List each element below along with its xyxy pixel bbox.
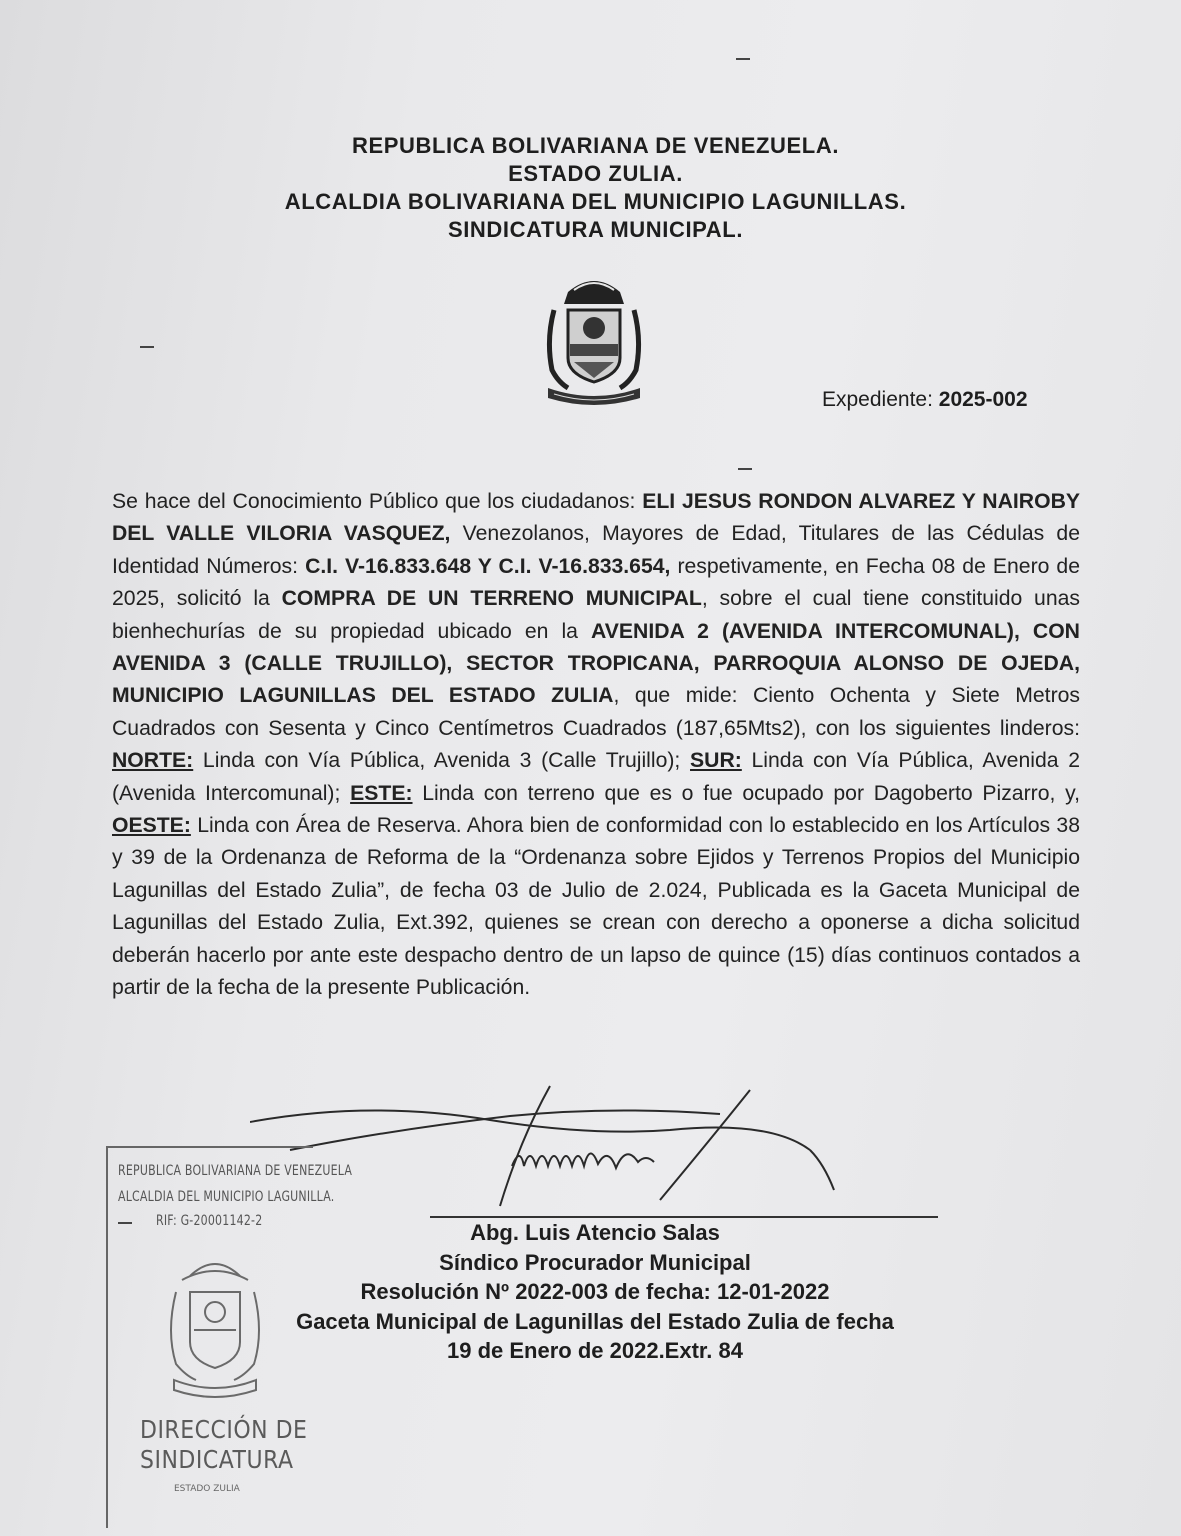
header-republic: REPUBLICA BOLIVARIANA DE VENEZUELA. (351, 133, 840, 158)
body-text-2: Venezolanos, Mayores de Edad, Titulares de las Cédulas de Identidad Números: (112, 522, 1080, 578)
signer-gaceta: Gaceta Municipal de Lagunillas del Estado Zulia de fecha (296, 1308, 894, 1334)
boundary-south-label: SUR: (690, 749, 742, 773)
property-location: AVENIDA 2 (AVENIDA INTERCOMUNAL), CON AVENIDA 3 (CALLE TRUJILLO), SECTOR TROPICANA, PARROQUIA ALONSO DE OJEDA, MUNICIPIO LAGUNILLAS DEL ESTADO ZULIA (112, 619, 1080, 708)
boundary-west-label: OESTE: (112, 814, 191, 838)
header-sindicatura: SINDICATURA MUNICIPAL. (447, 217, 744, 242)
official-stamp (106, 1146, 353, 1528)
document-header (0, 132, 1181, 244)
stamp-direction-line-2: SINDICATURA (140, 1445, 294, 1475)
stamp-line-2: ALCALDIA DEL MUNICIPIO LAGUNILLA. (118, 1188, 335, 1205)
boundary-north: Linda con Vía Pública, Avenida 3 (Calle Trujillo); (193, 749, 691, 773)
id-numbers: C.I. V-16.833.648 Y C.I. V-16.833.654, (305, 554, 671, 578)
stamp-direction (140, 1416, 307, 1476)
signer-block (230, 1218, 960, 1366)
body-intro: Se hace del Conocimiento Público que los ciudadanos: (112, 490, 643, 513)
notice-body (112, 486, 1080, 1005)
expediente-label: Expediente: (822, 388, 933, 411)
boundary-west-and-legal-text: Linda con Área de Reserva. Ahora bien de conformidad con lo establecido en los Artículos 38 y 39 de la Ordenanza de Reforma de la “Ordenanza sobre Ejidos y Terrenos Propios del Municipio Lagunillas del Estado Zulia”, de fecha 03 de Julio de 2.024, Publicada es la Gaceta Municipal de Lagunillas del Estado Zulia, Ext.392, quienes se crean con derecho a oponerse a dicha solicitud deberán hacerlo por ante este despacho dentro de un lapso de quince (15) días continuos contados a partir de la fecha de la presente Publicación. (112, 814, 1080, 1000)
boundary-east: Linda con terreno que es o fue ocupado por Dagoberto Pizarro, y, (412, 781, 1080, 805)
scan-mark (736, 58, 750, 60)
signer-title: Síndico Procurador Municipal (439, 1249, 751, 1275)
scan-mark (140, 346, 154, 348)
signer-resolution: Resolución Nº 2022-003 de fecha: 12-01-2022 (360, 1279, 830, 1304)
stamp-state: ESTADO ZULIA (174, 1484, 240, 1494)
body-text-5: , que mide: Ciento Ochenta y Siete Metros Cuadrados con Sesenta y Cinco Centímetros Cuadrados (187,65Mts2), con los siguientes linderos: (112, 684, 1080, 740)
citizen-names: ELI JESUS RONDON ALVAREZ Y NAIROBY DEL VALLE VILORIA VASQUEZ, (112, 490, 1080, 546)
boundary-east-label: ESTE: (350, 781, 413, 805)
stamp-rif: RIF: G-20001142-2 (156, 1212, 263, 1229)
boundary-south: Linda con Vía Pública, Avenida 2 (Avenida Intercomunal); (112, 749, 1080, 805)
header-state: ESTADO ZULIA. (508, 161, 683, 186)
municipal-coat-of-arms-icon (538, 270, 650, 416)
header-alcaldia: ALCALDIA BOLIVARIANA DEL MUNICIPIO LAGUNILLAS. (284, 189, 907, 214)
request-type: COMPRA DE UN TERRENO MUNICIPAL (281, 587, 702, 611)
scan-mark (738, 468, 752, 470)
body-text-4: , sobre el cual tiene constituido unas bienhechurías de su propiedad ubicado en la (112, 587, 1081, 643)
body-text-3: respetivamente, en Fecha 08 de Enero de 2025, solicitó la (112, 554, 1080, 611)
expediente-number: 2025-002 (938, 388, 1028, 411)
handwritten-signature (250, 1080, 850, 1210)
boundary-north-label: NORTE: (112, 749, 194, 773)
stamp-line-1: REPUBLICA BOLIVARIANA DE VENEZUELA (118, 1162, 353, 1179)
stamp-direction-line-1: DIRECCIÓN DE (140, 1416, 308, 1445)
scan-mark (118, 1222, 132, 1224)
signer-gaceta-date: 19 de Enero de 2022.Extr. 84 (447, 1338, 743, 1363)
expediente (822, 388, 1028, 412)
stamp-coat-of-arms-icon (160, 1252, 270, 1402)
signer-name: Abg. Luis Atencio Salas (470, 1220, 720, 1245)
